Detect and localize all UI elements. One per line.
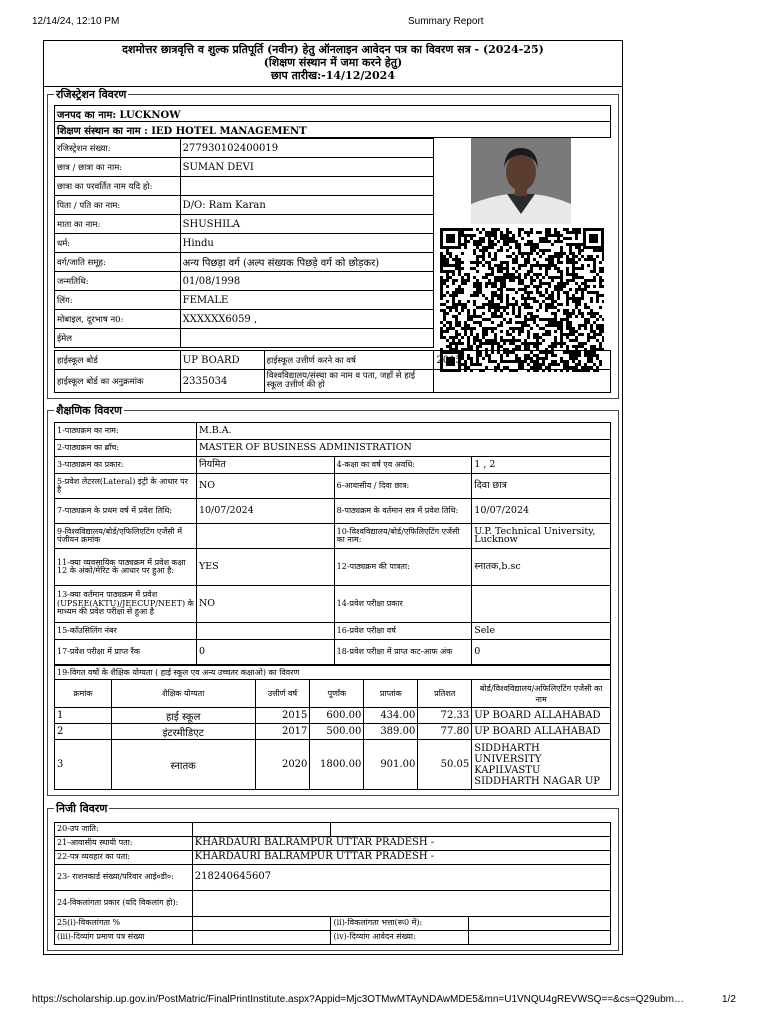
qualification-cell: 901.00: [364, 740, 418, 790]
academic-value: MASTER OF BUSINESS ADMINISTRATION: [196, 440, 610, 457]
registration-value: D/O: Ram Karan: [180, 196, 433, 215]
academic-value: 0: [196, 640, 334, 665]
qualification-cell: इंटरमीडिएट: [111, 724, 255, 740]
report-header: [43, 40, 623, 82]
academic-value: दिवा छात्र: [472, 474, 611, 499]
academic-label: 12-पाठ्यक्रम की पात्रता:: [334, 549, 472, 586]
academic-row: [55, 623, 611, 640]
disability-allowance-value: [469, 917, 611, 931]
registration-table: [54, 138, 434, 348]
registration-value: अन्य पिछड़ा वर्ग (अल्प संख्यक पिछड़े वर्ग को छोड़कर): [180, 253, 433, 272]
registration-label: पिता / पति का नाम:: [55, 196, 181, 215]
academic-row: [55, 640, 611, 665]
academic-value: U.P. Technical University, Lucknow: [472, 524, 611, 549]
hs-school-value: [434, 370, 611, 393]
correspondence-address-value: KHARDAURI BALRAMPUR UTTAR PRADESH -: [192, 851, 610, 865]
registration-row: [55, 291, 434, 310]
academic-value: NO: [196, 474, 334, 499]
registration-label: छात्रा का परवर्तित नाम यदि हो:: [55, 177, 181, 196]
academic-label: 4-कक्षा का वर्ष एव अवधि:: [334, 457, 472, 474]
registration-label: छात्र / छात्रा का नाम:: [55, 158, 181, 177]
qualification-cell: UP BOARD ALLAHABAD: [472, 724, 611, 740]
academic-label: 6-आवासीय / दिवा छात्र:: [334, 474, 472, 499]
academic-row: [55, 549, 611, 586]
registration-value: Hindu: [180, 234, 433, 253]
academic-row: [55, 440, 611, 457]
disability-certificate-value: [192, 931, 331, 945]
academic-value: नियमित: [196, 457, 334, 474]
qualification-header-cell: क्रमांक: [55, 680, 112, 708]
qualification-cell: 72.33: [418, 708, 472, 724]
print-page-number: 1/2: [722, 994, 736, 1005]
academic-label: 1-पाठ्यक्रम का नाम:: [55, 423, 197, 440]
district-name: जनपद का नाम: LUCKNOW: [55, 106, 611, 122]
academic-value: M.B.A.: [196, 423, 610, 440]
qualification-cell: 2020: [255, 740, 310, 790]
academic-row: [55, 586, 611, 623]
registration-value: SHUSHILA: [180, 215, 433, 234]
qualification-row: [55, 724, 611, 740]
qualification-cell: हाई स्कूल: [111, 708, 255, 724]
academic-label: 17-प्रवेश परीक्षा में प्राप्त रैंक: [55, 640, 197, 665]
registration-label: धर्म:: [55, 234, 181, 253]
registration-value: [180, 177, 433, 196]
registration-row: [55, 272, 434, 291]
registration-label: माता का नाम:: [55, 215, 181, 234]
hs-roll-value: 2335034: [180, 370, 264, 393]
registration-label: ईमेल: [55, 329, 181, 348]
academic-label: 7-पाठ्यक्रम के प्रथम वर्ष में प्रवेश तिथि:: [55, 499, 197, 524]
registration-row: [55, 310, 434, 329]
qualification-header-cell: बोर्ड/विश्वविद्यालय/अफिलिएटिंग एजेंसी का नाम: [472, 680, 611, 708]
registration-label: जन्मतिथि:: [55, 272, 181, 291]
disability-certificate-label: (iii)-दिव्यांग प्रमाण पत्र संख्या: [55, 931, 193, 945]
disability-application-label: (iv)-दिव्यांग आवेदन संख्या:: [331, 931, 469, 945]
qualification-cell: 2: [55, 724, 112, 740]
subcaste-value: [192, 823, 331, 837]
registration-row: [55, 158, 434, 177]
ration-card-value: 218240645607: [192, 865, 610, 891]
print-url: https://scholarship.up.gov.in/PostMatric/FinalPrintInstitute.aspx?Appid=Mjc3OTMwMTAyNDAwMDE5&mn=U1VNQU4gREVWSQ==&cs=Q29ubm…: [32, 994, 685, 1005]
disability-type-label: 24-विकलांगता प्रकार (यदि विकलांग हो):: [55, 891, 193, 917]
qualification-cell: 3: [55, 740, 112, 790]
academic-label: 8-पाठ्यक्रम के वर्तमान सत्र में प्रवेश तिथि:: [334, 499, 472, 524]
district-institution-table: [54, 105, 611, 138]
academic-label: 13-क्या वर्तमान पाठ्यक्रम में प्रवेश (UPSEE(AKTU)/JEECUP/NEET) के माध्यम की प्रवेश परीक्षा से हुआ है: [55, 586, 197, 623]
academic-value: NO: [196, 586, 334, 623]
print-datetime: 12/14/24, 12:10 PM: [32, 16, 120, 27]
previous-qualification-table: [54, 665, 611, 790]
academic-legend: शैक्षणिक विवरण: [56, 404, 122, 417]
qualification-cell: 2017: [255, 724, 310, 740]
academic-label: 5-प्रवेश लेटरल(Lateral) इंट्री के आधार पर है: [55, 474, 197, 499]
registration-row: [55, 329, 434, 348]
academic-table: [54, 422, 611, 665]
academic-label: 2-पाठ्यक्रम का ब्राँच:: [55, 440, 197, 457]
academic-label: 11-क्या व्यवसायिक पाठ्यक्रम में प्रवेश कक्षा 12 के अंको/मेरिट के आधार पर हुआ है:: [55, 549, 197, 586]
ration-card-label: 23- राशनकार्ड संख्या/परिवार आई०डी०:: [55, 865, 193, 891]
registration-row: [55, 177, 434, 196]
academic-row: [55, 474, 611, 499]
disability-application-value: [469, 931, 611, 945]
report-subtitle: (शिक्षण संस्थान में जमा करने हेतु): [263, 56, 403, 69]
academic-label: 18-प्रवेश परीक्षा में प्राप्त कट-आफ अंक: [334, 640, 472, 665]
registration-row: [55, 234, 434, 253]
academic-label: 3-पाठ्यक्रम का प्रकार:: [55, 457, 197, 474]
qualification-cell: 1: [55, 708, 112, 724]
registration-row: [55, 139, 434, 158]
registration-value: XXXXXX6059 ,: [180, 310, 433, 329]
academic-value: 0: [472, 640, 611, 665]
qualification-cell: 77.80: [418, 724, 472, 740]
academic-row: [55, 457, 611, 474]
disability-allowance-label: (ii)-विकलांगता भत्ता(रू0 में):: [331, 917, 469, 931]
personal-table: [54, 822, 611, 945]
previous-qualification-heading: 19-विगत वर्षो के शैक्षिक योग्यता ( हाई स्कूल एव अन्य उच्चतर कक्षाओ) का विवरण: [55, 666, 611, 680]
subcaste-label: 20-उप जाति:: [55, 823, 193, 837]
qualification-cell: 500.00: [310, 724, 364, 740]
disability-percent-label: 25(i)-विकलांगता %: [55, 917, 193, 931]
registration-label: वर्ग/जाति समूह:: [55, 253, 181, 272]
qualification-cell: स्नातक: [111, 740, 255, 790]
registration-row: [55, 215, 434, 234]
report-title: दशमोत्तर छात्रवृत्ति व शुल्क प्रतिपूर्ति (नवीन) हेतु ऑनलाइन आवेदन पत्र का विवरण सत्र - (2024-25): [122, 43, 544, 56]
academic-row: [55, 423, 611, 440]
qualification-cell: UP BOARD ALLAHABAD: [472, 708, 611, 724]
academic-label: 9-विश्वविद्यालय/बोर्ड/एफिलिएटिंग एजेंसी में पंजीयन क्रमांक: [55, 524, 197, 549]
permanent-address-value: KHARDAURI BALRAMPUR UTTAR PRADESH -: [192, 837, 610, 851]
academic-value: [196, 524, 334, 549]
qualification-header-cell: शैक्षिक योग्यता: [111, 680, 255, 708]
academic-row: [55, 524, 611, 549]
qualification-cell: 389.00: [364, 724, 418, 740]
registration-legend: रजिस्ट्रेशन विवरण: [56, 88, 127, 101]
academic-value: 1 , 2: [472, 457, 611, 474]
academic-label: 15-काँउसिलिंग नंबर: [55, 623, 197, 640]
qualification-cell: SIDDHARTH UNIVERSITY KAPILVASTU SIDDHARTH NAGAR UP: [472, 740, 611, 790]
registration-row: [55, 253, 434, 272]
registration-label: लिंग:: [55, 291, 181, 310]
qualification-header-cell: प्रतिशत: [418, 680, 472, 708]
qualification-row: [55, 740, 611, 790]
permanent-address-label: 21-आवासीय स्थायी पता:: [55, 837, 193, 851]
qualification-header-cell: प्राप्तांक: [364, 680, 418, 708]
academic-label: 16-प्रवेश परीक्षा वर्ष: [334, 623, 472, 640]
qualification-cell: 600.00: [310, 708, 364, 724]
hs-board-label: हाईस्कूल बोर्ड: [55, 351, 181, 370]
qualification-cell: 2015: [255, 708, 310, 724]
highschool-table: [54, 350, 611, 393]
academic-value: [472, 586, 611, 623]
qualification-header-cell: पूर्णांक: [310, 680, 364, 708]
hs-year-value: 2015: [434, 351, 611, 370]
hs-year-label: हाईस्कूल उत्तीर्ण करने का वर्ष: [264, 351, 434, 370]
registration-value: 277930102400019: [180, 139, 433, 158]
registration-label: मोबाइल, दूरभाष न0:: [55, 310, 181, 329]
correspondence-address-label: 22-पत्र व्यवहार का पता:: [55, 851, 193, 865]
hs-board-value: UP BOARD: [180, 351, 264, 370]
registration-row: [55, 196, 434, 215]
hs-school-label: विश्वविद्यालय/संस्था का नाम व पता, जहाँ से हाई स्कूल उत्तीर्ण की हो: [264, 370, 434, 393]
academic-value: 10/07/2024: [196, 499, 334, 524]
academic-value: YES: [196, 549, 334, 586]
qualification-cell: 50.05: [418, 740, 472, 790]
registration-label: रजिस्ट्रेशन संख्या:: [55, 139, 181, 158]
qualification-cell: 434.00: [364, 708, 418, 724]
academic-value: स्नातक,b.sc: [472, 549, 611, 586]
hs-roll-label: हाईस्कूल बोर्ड का अनुक्रमांक: [55, 370, 181, 393]
registration-value: 01/08/1998: [180, 272, 433, 291]
registration-value: FEMALE: [180, 291, 433, 310]
qualification-cell: 1800.00: [310, 740, 364, 790]
print-page-title: Summary Report: [408, 16, 484, 27]
registration-value: [180, 329, 433, 348]
academic-value: Sele: [472, 623, 611, 640]
personal-legend: निजी विवरण: [56, 802, 108, 815]
academic-value: 10/07/2024: [472, 499, 611, 524]
disability-type-value: [192, 891, 610, 917]
academic-label: 10-विश्वविद्यालय/बोर्ड/एफिलिएटिंग एजेंसी का नाम:: [334, 524, 472, 549]
applicant-photo: [471, 138, 571, 224]
qualification-header-cell: उत्तीर्ण वर्ष: [255, 680, 310, 708]
print-date: छाप तारीख:-14/12/2024: [271, 69, 395, 82]
institution-name: शिक्षण संस्थान का नाम : IED HOTEL MANAGEMENT: [55, 122, 611, 138]
qualification-row: [55, 708, 611, 724]
registration-value: SUMAN DEVI: [180, 158, 433, 177]
academic-label: 14-प्रवेश परीक्षा प्रकार: [334, 586, 472, 623]
disability-percent-value: [192, 917, 331, 931]
academic-value: [196, 623, 334, 640]
academic-row: [55, 499, 611, 524]
